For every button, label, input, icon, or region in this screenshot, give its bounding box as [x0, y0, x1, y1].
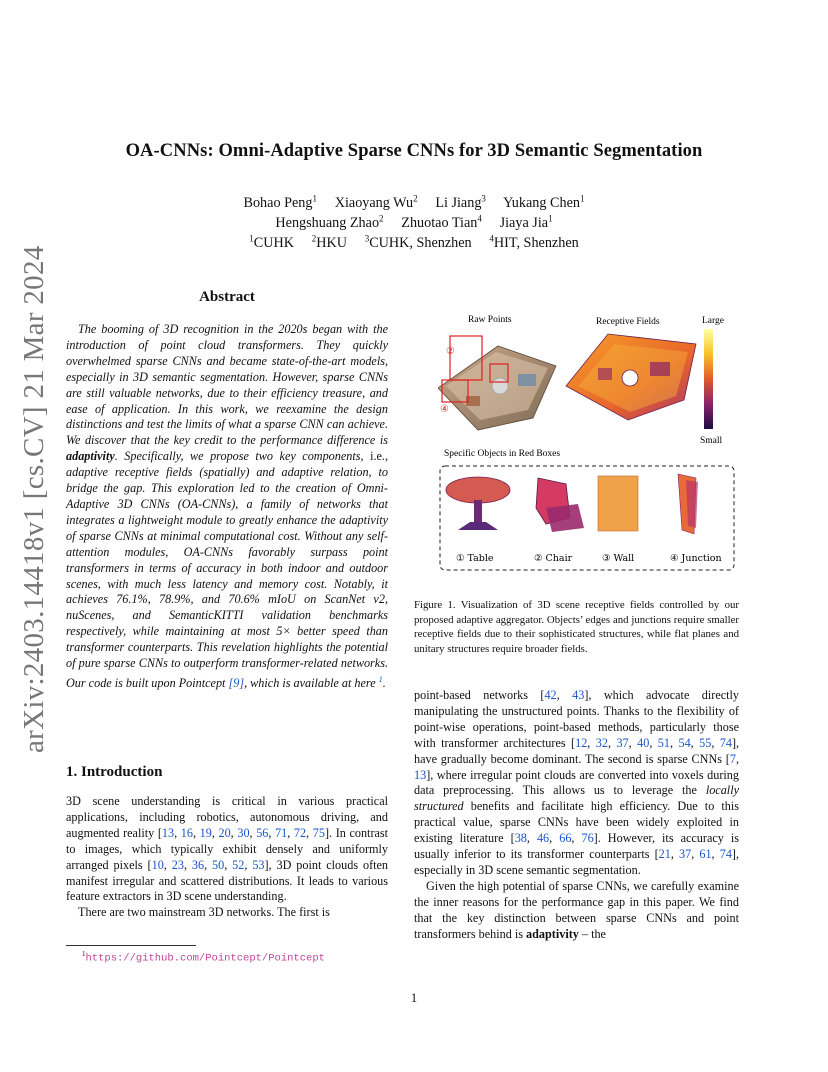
page-number: 1	[410, 991, 418, 1005]
citation-link[interactable]: 55	[699, 735, 712, 750]
citation-link[interactable]: 38	[514, 831, 527, 846]
affiliation: $^3$CUHK, Shenzhen	[364, 233, 472, 251]
affiliations	[0, 233, 828, 252]
marker-2: ②	[446, 346, 455, 357]
citation-link[interactable]: 66	[559, 831, 572, 846]
citation-link[interactable]: 75	[312, 825, 325, 840]
citation-link[interactable]: 52	[232, 857, 245, 872]
author: Li Jiang$^3$	[435, 193, 486, 211]
citation-link[interactable]: 16	[180, 825, 193, 840]
abstract-body: The booming of 3D recognition in the 2020s began with the introduction of point cloud transformers. They quickly overwhelmed sparse CNNs and became state-of-the-art models, especially in 3D semantic segmentation. However, sparse CNNs are still valuable networks, due to their efficiency treasure, and ease of application. In this work, we reexamine the design distinctions and test the limits of what a sparse CNN can achieve. We discover that the key credit to the performance difference is adaptivity. Specifically, we propose two key components, i.e., adaptive receptive fields (spatially) and adaptive relation, to bridge the gap. This exploration led to the creation of Omni-Adaptive 3D CNNs (OA-CNNs), a family of networks that integrates a lightweight module to greatly enhance the adaptivity of sparse CNNs at minimal computational cost. Without any self-attention modules, OA-CNNs favorably surpass point transformers in terms of accuracy in both indoor and outdoor scenes, with much less latency and memory cost. Notably, it achieves 76.1%, 78.9%, and 70.6% mIoU on ScanNet v2, nuScenes, and SemanticKITTI validation benchmarks respectively, while maintaining at most 5× better speed than transformer counterparts. This revelation highlights the potential of pure sparse CNNs to outperform transformer-related networks. Our code is built upon Pointcept [9], which is available at here $^1$.	[66, 322, 388, 690]
author: Bohao Peng$^1$	[243, 193, 317, 211]
author: Zhuotao Tian$^4$	[401, 213, 482, 231]
citation-link[interactable]: 12	[575, 735, 588, 750]
citation-link[interactable]: 54	[678, 735, 691, 750]
affiliation: $^2$HKU	[311, 233, 347, 251]
keyword-adaptivity: adaptivity	[526, 926, 579, 941]
footnote-link[interactable]: 1	[378, 674, 383, 684]
label-receptive-fields: Receptive Fields	[596, 317, 660, 327]
citation-link[interactable]: 71	[275, 825, 288, 840]
citation-link[interactable]: 43	[572, 688, 585, 702]
affiliation: $^4$HIT, Shenzhen	[489, 233, 579, 251]
label-specific-objects: Specific Objects in Red Boxes	[444, 449, 561, 459]
citation-link[interactable]: 23	[171, 857, 184, 872]
object-label-chair: ② Chair	[534, 553, 573, 564]
figure-1-graphic	[438, 308, 738, 573]
author: Jiaya Jia$^1$	[499, 213, 553, 231]
object-wall-image	[598, 476, 638, 531]
label-raw-points: Raw Points	[468, 315, 512, 325]
object-table-image	[446, 477, 510, 503]
citation-link[interactable]: 40	[637, 735, 650, 750]
figure-1	[438, 308, 738, 573]
citation-link[interactable]: [9]	[228, 676, 245, 690]
author-line-1	[0, 193, 828, 212]
citation-link[interactable]: 37	[616, 735, 629, 750]
citation-link[interactable]: 74	[719, 735, 732, 750]
figure-1-caption: Figure 1. Visualization of 3D scene receptive fields controlled by our proposed adaptive aggregator. Objects’ edges and junctions require smaller receptive fields due to their sophisticated structures, while flat planes and unitary structures require broader fields.	[414, 599, 739, 655]
affiliation: $^1$CUHK	[249, 233, 294, 251]
marker-4: ④	[440, 404, 449, 415]
intro-body: 3D scene understanding is critical in various practical applications, including robotics, autonomous driving, and augmented reality [13, 16, 19, 20, 30, 56, 71, 72, 75]. In contrast to images, which typically exhibit densely and uniformly arranged pixels [10, 23, 36, 50, 52, 53], 3D point clouds often manifest irregular and scattered distributions. It leads to various feature extractors in 3D scene understanding. There are two mainstream 3D networks. The first is	[66, 794, 389, 920]
abstract-keyword: adaptivity	[66, 449, 115, 464]
citation-link[interactable]: 61	[699, 847, 712, 862]
citation-link[interactable]: 42	[544, 688, 557, 702]
citation-link[interactable]: 21	[658, 847, 671, 862]
citation-link[interactable]: 74	[719, 847, 732, 862]
label-small: Small	[700, 436, 723, 446]
citation-link[interactable]: 20	[218, 825, 231, 840]
citation-link[interactable]: 51	[657, 735, 670, 750]
citation-link[interactable]: 37	[679, 847, 692, 862]
footnote: $^1$https://github.com/Pointcept/Pointcept	[82, 950, 325, 965]
citation-link[interactable]: 36	[191, 857, 205, 872]
citation-link[interactable]: 56	[256, 825, 269, 840]
object-label-table: ① Table	[456, 553, 494, 564]
object-label-wall: ③ Wall	[602, 553, 635, 564]
author: Hengshuang Zhao$^2$	[275, 213, 384, 231]
citation-link[interactable]: 53	[252, 857, 265, 872]
citation-link[interactable]: 7	[729, 751, 736, 766]
citation-link[interactable]: 13	[414, 767, 427, 782]
citation-link[interactable]: 32	[595, 735, 608, 750]
abstract-heading: Abstract	[199, 289, 255, 305]
citation-link[interactable]: 72	[293, 825, 307, 840]
paper-title: OA-CNNs: Omni-Adaptive Sparse CNNs for 3D Semantic Segmentation	[125, 141, 703, 161]
label-large: Large	[702, 316, 724, 326]
citation-link[interactable]: 19	[199, 825, 212, 840]
author-line-2	[0, 213, 828, 232]
footnote-url-link[interactable]: https://github.com/Pointcept/Pointcept	[85, 952, 325, 965]
citation-link[interactable]: 50	[212, 857, 225, 872]
citation-link[interactable]: 46	[536, 831, 550, 846]
footnote-rule	[66, 945, 196, 946]
section-heading-introduction: 1. Introduction	[66, 764, 163, 780]
author: Xiaoyang Wu$^2$	[334, 193, 418, 211]
colorbar	[704, 329, 713, 429]
citation-link[interactable]: 13	[161, 825, 175, 840]
object-label-junction: ④ Junction	[670, 553, 722, 564]
citation-link[interactable]: 30	[237, 825, 250, 840]
right-column-body: point-based networks [42, 43], which advocate directly manipulating the unstructured points. Thanks to the flexibility of point-wise operations, point-based methods, particularly those with transformer architectures [12, 32, 37, 40, 51, 54, 55, 74], have gradually become dominant. The second is sparse CNNs [7, 13], where irregular point clouds are converted into voxels during data preprocessing. This allows us to leverage the locally structured benefits and facilitate high efficiency. Due to this practical value, sparse CNNs have been widely exploited in existing literature [38, 46, 66, 76]. However, its accuracy is usually inferior to its transformer counterparts [21, 37, 61, 74], especially in 3D scene semantic segmentation. Given the high potential of sparse CNNs, we carefully examine the inner reasons for the performance gap in this paper. We find that the key distinction between sparse CNNs and point transformers behind is adaptivity – the	[414, 688, 740, 941]
citation-link[interactable]: 76	[581, 831, 594, 846]
arxiv-identifier: arXiv:2403.14418v1 [cs.CV] 21 Mar 2024	[18, 245, 50, 753]
author: Yukang Chen$^1$	[503, 193, 585, 211]
citation-link[interactable]: 10	[151, 857, 164, 872]
